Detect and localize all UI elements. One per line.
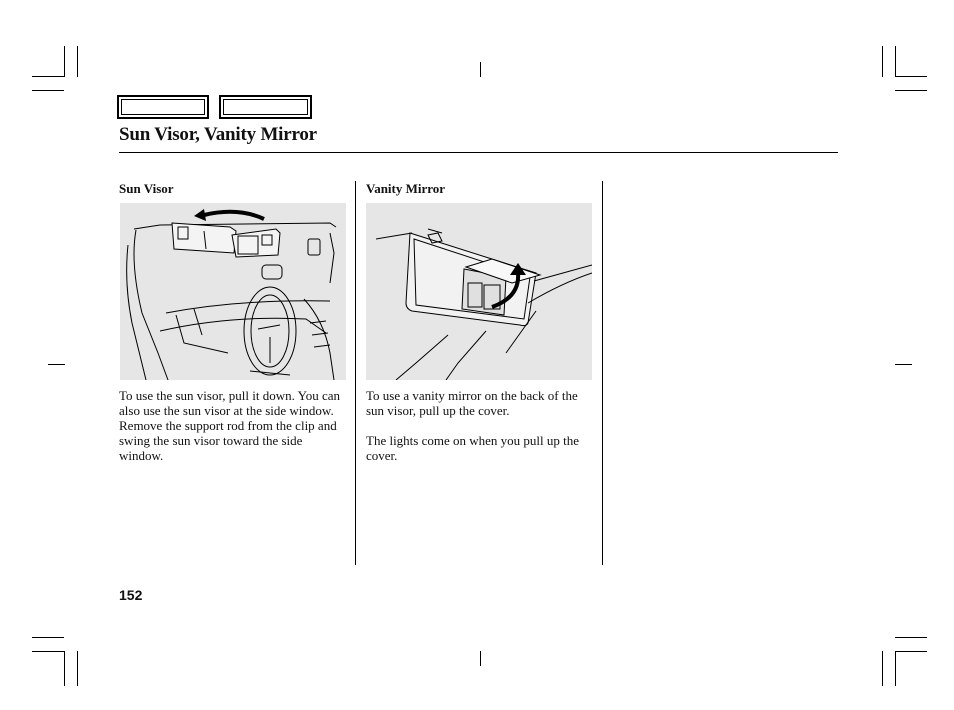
vanity-mirror-illustration bbox=[366, 203, 592, 380]
sun-visor-text: To use the sun visor, pull it down. You can also use the sun visor at the side window. Remove the support rod from the clip and swing the sun visor toward the side window. bbox=[119, 388, 341, 463]
nav-tab-next[interactable] bbox=[219, 95, 312, 119]
vanity-mirror-text-2: The lights come on when you pull up the cover. bbox=[366, 433, 580, 463]
column-divider-2 bbox=[602, 181, 603, 565]
vanity-mirror-heading: Vanity Mirror bbox=[366, 181, 446, 196]
column-divider-1 bbox=[355, 181, 356, 565]
sun-visor-illustration bbox=[120, 203, 346, 380]
title-rule bbox=[119, 152, 838, 153]
sun-visor-heading: Sun Visor bbox=[119, 181, 174, 196]
nav-tab-previous[interactable] bbox=[117, 95, 209, 119]
page-title: Sun Visor, Vanity Mirror bbox=[119, 124, 317, 145]
page-number: 152 bbox=[119, 587, 143, 603]
vanity-mirror-text-1: To use a vanity mirror on the back of the sun visor, pull up the cover. bbox=[366, 388, 578, 418]
